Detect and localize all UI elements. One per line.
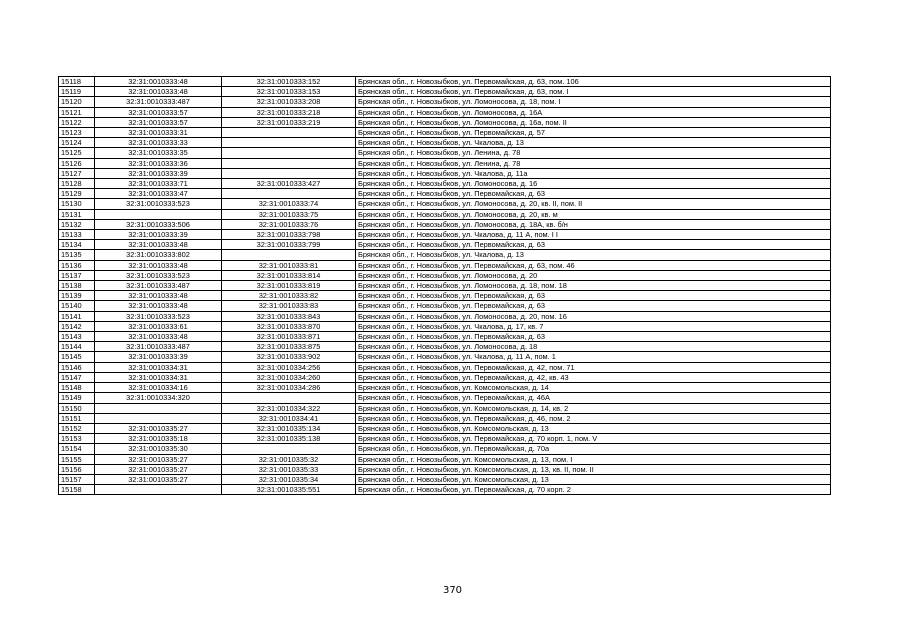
parent-cadastral-number-cell: 32:31:0010333:61 (95, 321, 222, 331)
table-row (59, 281, 831, 291)
table-row (59, 107, 831, 117)
address-cell: Брянская обл., г. Новозыбков, ул. Ломоносова, д. 16а, пом. II (356, 117, 831, 127)
cadastral-number-cell: 32:31:0010333:902 (222, 352, 356, 362)
row-number-cell: 15155 (59, 454, 95, 464)
cadastral-number-cell: 32:31:0010333:799 (222, 240, 356, 250)
address-cell: Брянская обл., г. Новозыбков, ул. Первомайская, д. 57 (356, 128, 831, 138)
parent-cadastral-number-cell: 32:31:0010333:47 (95, 189, 222, 199)
table-row (59, 383, 831, 393)
row-number-cell: 15129 (59, 189, 95, 199)
cadastral-number-cell: 32:31:0010335:33 (222, 464, 356, 474)
cadastral-number-cell: 32:31:0010335:138 (222, 434, 356, 444)
table-row (59, 87, 831, 97)
address-cell: Брянская обл., г. Новозыбков, ул. Первомайская, д. 63 (356, 301, 831, 311)
address-cell: Брянская обл., г. Новозыбков, ул. Чкалова, д. 13 (356, 138, 831, 148)
cadastral-number-cell: 32:31:0010334:260 (222, 372, 356, 382)
address-cell: Брянская обл., г. Новозыбков, ул. Комсомольская, д. 14, кв. 2 (356, 403, 831, 413)
address-cell: Брянская обл., г. Новозыбков, ул. Первомайская, д. 70а (356, 444, 831, 454)
row-number-cell: 15132 (59, 219, 95, 229)
parent-cadastral-number-cell: 32:31:0010333:35 (95, 148, 222, 158)
parent-cadastral-number-cell: 32:31:0010333:48 (95, 301, 222, 311)
row-number-cell: 15135 (59, 250, 95, 260)
address-cell: Брянская обл., г. Новозыбков, ул. Чкалова, д. 13 (356, 250, 831, 260)
row-number-cell: 15157 (59, 474, 95, 484)
row-number-cell: 15147 (59, 372, 95, 382)
cadastral-number-cell: 32:31:0010333:843 (222, 311, 356, 321)
address-cell: Брянская обл., г. Новозыбков, ул. Ломоносова, д. 20, кв. м (356, 209, 831, 219)
parent-cadastral-number-cell: 32:31:0010333:487 (95, 281, 222, 291)
cadastral-number-cell: 32:31:0010333:219 (222, 117, 356, 127)
table-row (59, 270, 831, 280)
address-cell: Брянская обл., г. Новозыбков, ул. Ленина, д. 78 (356, 148, 831, 158)
parent-cadastral-number-cell: 32:31:0010334:31 (95, 362, 222, 372)
cadastral-number-cell: 32:31:0010333:819 (222, 281, 356, 291)
table-row (59, 301, 831, 311)
table-row (59, 117, 831, 127)
property-registry-table (58, 76, 831, 495)
cadastral-number-cell: 32:31:0010334:322 (222, 403, 356, 413)
parent-cadastral-number-cell: 32:31:0010333:39 (95, 168, 222, 178)
row-number-cell: 15139 (59, 291, 95, 301)
table-row (59, 209, 831, 219)
address-cell: Брянская обл., г. Новозыбков, ул. Первомайская, д. 70 корп. 1, пом. V (356, 434, 831, 444)
address-cell: Брянская обл., г. Новозыбков, ул. Комсомольская, д. 13 (356, 423, 831, 433)
address-cell: Брянская обл., г. Новозыбков, ул. Первомайская, д. 63 (356, 291, 831, 301)
table-row (59, 474, 831, 484)
address-cell: Брянская обл., г. Новозыбков, ул. Ломоносова, д. 20, кв. II, пом. II (356, 199, 831, 209)
address-cell: Брянская обл., г. Новозыбков, ул. Чкалова, д. 11 А, пом. I I (356, 230, 831, 240)
address-cell: Брянская обл., г. Новозыбков, ул. Ломоносова, д. 18, пом. 18 (356, 281, 831, 291)
cadastral-number-cell: 32:31:0010333:798 (222, 230, 356, 240)
address-cell: Брянская обл., г. Новозыбков, ул. Ломоносова, д. 18 (356, 342, 831, 352)
row-number-cell: 15152 (59, 423, 95, 433)
row-number-cell: 15131 (59, 209, 95, 219)
cadastral-number-cell: 32:31:0010333:81 (222, 260, 356, 270)
parent-cadastral-number-cell: 32:31:0010333:39 (95, 352, 222, 362)
parent-cadastral-number-cell: 32:31:0010333:31 (95, 128, 222, 138)
cadastral-number-cell (222, 189, 356, 199)
parent-cadastral-number-cell: 32:31:0010333:48 (95, 260, 222, 270)
table-row (59, 464, 831, 474)
table-body (59, 77, 831, 495)
parent-cadastral-number-cell: 32:31:0010333:48 (95, 332, 222, 342)
row-number-cell: 15120 (59, 97, 95, 107)
parent-cadastral-number-cell (95, 403, 222, 413)
address-cell: Брянская обл., г. Новозыбков, ул. Первомайская, д. 63, пом. 106 (356, 77, 831, 87)
row-number-cell: 15130 (59, 199, 95, 209)
row-number-cell: 15156 (59, 464, 95, 474)
address-cell: Брянская обл., г. Новозыбков, ул. Комсомольская, д. 13, пом. I (356, 454, 831, 464)
address-cell: Брянская обл., г. Новозыбков, ул. Ломоносова, д. 16А (356, 107, 831, 117)
row-number-cell: 15136 (59, 260, 95, 270)
row-number-cell: 15151 (59, 413, 95, 423)
cadastral-number-cell: 32:31:0010335:32 (222, 454, 356, 464)
table-row (59, 332, 831, 342)
row-number-cell: 15153 (59, 434, 95, 444)
parent-cadastral-number-cell: 32:31:0010333:506 (95, 219, 222, 229)
address-cell: Брянская обл., г. Новозыбков, ул. Чкалова, д. 11 А, пом. 1 (356, 352, 831, 362)
parent-cadastral-number-cell: 32:31:0010333:523 (95, 270, 222, 280)
row-number-cell: 15154 (59, 444, 95, 454)
page-number: 370 (442, 585, 463, 596)
parent-cadastral-number-cell: 32:31:0010333:487 (95, 97, 222, 107)
table-row (59, 250, 831, 260)
cadastral-number-cell: 32:31:0010333:427 (222, 179, 356, 189)
parent-cadastral-number-cell: 32:31:0010335:27 (95, 474, 222, 484)
parent-cadastral-number-cell: 32:31:0010333:48 (95, 291, 222, 301)
cadastral-number-cell: 32:31:0010333:875 (222, 342, 356, 352)
row-number-cell: 15144 (59, 342, 95, 352)
cadastral-number-cell (222, 158, 356, 168)
parent-cadastral-number-cell: 32:31:0010334:320 (95, 393, 222, 403)
row-number-cell: 15126 (59, 158, 95, 168)
cadastral-number-cell: 32:31:0010333:871 (222, 332, 356, 342)
address-cell: Брянская обл., г. Новозыбков, ул. Первомайская, д. 42, пом. 71 (356, 362, 831, 372)
parent-cadastral-number-cell: 32:31:0010333:36 (95, 158, 222, 168)
parent-cadastral-number-cell: 32:31:0010335:27 (95, 423, 222, 433)
parent-cadastral-number-cell: 32:31:0010334:31 (95, 372, 222, 382)
cadastral-number-cell: 32:31:0010333:152 (222, 77, 356, 87)
address-cell: Брянская обл., г. Новозыбков, ул. Ломоносова, д. 16 (356, 179, 831, 189)
cadastral-number-cell: 32:31:0010335:34 (222, 474, 356, 484)
row-number-cell: 15124 (59, 138, 95, 148)
table-row (59, 393, 831, 403)
cadastral-number-cell (222, 250, 356, 260)
address-cell: Брянская обл., г. Новозыбков, ул. Ломоносова, д. 20 (356, 270, 831, 280)
cadastral-number-cell: 32:31:0010333:814 (222, 270, 356, 280)
parent-cadastral-number-cell: 32:31:0010335:30 (95, 444, 222, 454)
cadastral-number-cell: 32:31:0010333:208 (222, 97, 356, 107)
table-row (59, 189, 831, 199)
cadastral-number-cell: 32:31:0010333:74 (222, 199, 356, 209)
cadastral-number-cell: 32:31:0010333:75 (222, 209, 356, 219)
address-cell: Брянская обл., г. Новозыбков, ул. Комсомольская, д. 14 (356, 383, 831, 393)
address-cell: Брянская обл., г. Новозыбков, ул. Ломоносова, д. 18, пом. I (356, 97, 831, 107)
table-row (59, 230, 831, 240)
row-number-cell: 15128 (59, 179, 95, 189)
parent-cadastral-number-cell (95, 413, 222, 423)
parent-cadastral-number-cell: 32:31:0010335:18 (95, 434, 222, 444)
cadastral-number-cell: 32:31:0010333:218 (222, 107, 356, 117)
table-row (59, 199, 831, 209)
table-row (59, 128, 831, 138)
parent-cadastral-number-cell: 32:31:0010334:16 (95, 383, 222, 393)
parent-cadastral-number-cell: 32:31:0010333:487 (95, 342, 222, 352)
parent-cadastral-number-cell: 32:31:0010333:523 (95, 199, 222, 209)
cadastral-number-cell (222, 444, 356, 454)
cadastral-number-cell (222, 128, 356, 138)
table-row (59, 291, 831, 301)
row-number-cell: 15121 (59, 107, 95, 117)
cadastral-number-cell: 32:31:0010334:41 (222, 413, 356, 423)
row-number-cell: 15125 (59, 148, 95, 158)
address-cell: Брянская обл., г. Новозыбков, ул. Первомайская, д. 46, пом. 2 (356, 413, 831, 423)
row-number-cell: 15142 (59, 321, 95, 331)
table-row (59, 321, 831, 331)
cadastral-number-cell: 32:31:0010333:82 (222, 291, 356, 301)
row-number-cell: 15138 (59, 281, 95, 291)
address-cell: Брянская обл., г. Новозыбков, ул. Первомайская, д. 63 (356, 240, 831, 250)
table-row (59, 240, 831, 250)
row-number-cell: 15123 (59, 128, 95, 138)
parent-cadastral-number-cell: 32:31:0010333:39 (95, 230, 222, 240)
parent-cadastral-number-cell: 32:31:0010335:27 (95, 454, 222, 464)
row-number-cell: 15158 (59, 485, 95, 495)
address-cell: Брянская обл., г. Новозыбков, ул. Ломоносова, д. 20, пом. 16 (356, 311, 831, 321)
row-number-cell: 15141 (59, 311, 95, 321)
table-row (59, 179, 831, 189)
parent-cadastral-number-cell: 32:31:0010333:48 (95, 87, 222, 97)
address-cell: Брянская обл., г. Новозыбков, ул. Первомайская, д. 63 (356, 189, 831, 199)
cadastral-number-cell: 32:31:0010333:83 (222, 301, 356, 311)
table-row (59, 342, 831, 352)
parent-cadastral-number-cell: 32:31:0010333:48 (95, 77, 222, 87)
address-cell: Брянская обл., г. Новозыбков, ул. Чкалова, д. 11а (356, 168, 831, 178)
table-row (59, 168, 831, 178)
table-row (59, 138, 831, 148)
row-number-cell: 15118 (59, 77, 95, 87)
table-row (59, 158, 831, 168)
row-number-cell: 15149 (59, 393, 95, 403)
table-row (59, 403, 831, 413)
row-number-cell: 15119 (59, 87, 95, 97)
table-row (59, 434, 831, 444)
parent-cadastral-number-cell: 32:31:0010335:27 (95, 464, 222, 474)
cadastral-number-cell: 32:31:0010334:286 (222, 383, 356, 393)
table-row (59, 219, 831, 229)
row-number-cell: 15134 (59, 240, 95, 250)
parent-cadastral-number-cell: 32:31:0010333:71 (95, 179, 222, 189)
row-number-cell: 15150 (59, 403, 95, 413)
address-cell: Брянская обл., г. Новозыбков, ул. Чкалова, д. 17, кв. 7 (356, 321, 831, 331)
address-cell: Брянская обл., г. Новозыбков, ул. Первомайская, д. 42, кв. 43 (356, 372, 831, 382)
cadastral-number-cell (222, 138, 356, 148)
row-number-cell: 15122 (59, 117, 95, 127)
address-cell: Брянская обл., г. Новозыбков, ул. Первомайская, д. 70 корп. 2 (356, 485, 831, 495)
table-row (59, 77, 831, 87)
cadastral-number-cell (222, 393, 356, 403)
row-number-cell: 15143 (59, 332, 95, 342)
row-number-cell: 15137 (59, 270, 95, 280)
row-number-cell: 15127 (59, 168, 95, 178)
table-row (59, 352, 831, 362)
table-row (59, 148, 831, 158)
table-row (59, 444, 831, 454)
row-number-cell: 15133 (59, 230, 95, 240)
parent-cadastral-number-cell (95, 209, 222, 219)
row-number-cell: 15140 (59, 301, 95, 311)
parent-cadastral-number-cell: 32:31:0010333:57 (95, 117, 222, 127)
table-row (59, 260, 831, 270)
parent-cadastral-number-cell: 32:31:0010333:802 (95, 250, 222, 260)
cadastral-number-cell: 32:31:0010333:870 (222, 321, 356, 331)
table-row (59, 311, 831, 321)
table-row (59, 97, 831, 107)
address-cell: Брянская обл., г. Новозыбков, ул. Первомайская, д. 63, пом. 46 (356, 260, 831, 270)
row-number-cell: 15145 (59, 352, 95, 362)
address-cell: Брянская обл., г. Новозыбков, ул. Первомайская, д. 46А (356, 393, 831, 403)
parent-cadastral-number-cell: 32:31:0010333:57 (95, 107, 222, 117)
parent-cadastral-number-cell: 32:31:0010333:48 (95, 240, 222, 250)
table-row (59, 372, 831, 382)
address-cell: Брянская обл., г. Новозыбков, ул. Комсомольская, д. 13 (356, 474, 831, 484)
table-row (59, 362, 831, 372)
parent-cadastral-number-cell (95, 485, 222, 495)
cadastral-number-cell: 32:31:0010335:551 (222, 485, 356, 495)
address-cell: Брянская обл., г. Новозыбков, ул. Первомайская, д. 63, пом. I (356, 87, 831, 97)
table-row (59, 413, 831, 423)
address-cell: Брянская обл., г. Новозыбков, ул. Ломоносова, д. 18А, кв. б/н (356, 219, 831, 229)
cadastral-number-cell: 32:31:0010335:134 (222, 423, 356, 433)
row-number-cell: 15146 (59, 362, 95, 372)
cadastral-number-cell (222, 148, 356, 158)
table-row (59, 423, 831, 433)
parent-cadastral-number-cell: 32:31:0010333:523 (95, 311, 222, 321)
cadastral-number-cell (222, 168, 356, 178)
cadastral-number-cell: 32:31:0010334:256 (222, 362, 356, 372)
row-number-cell: 15148 (59, 383, 95, 393)
address-cell: Брянская обл., г. Новозыбков, ул. Ленина, д. 78 (356, 158, 831, 168)
table-row (59, 485, 831, 495)
address-cell: Брянская обл., г. Новозыбков, ул. Комсомольская, д. 13, кв. II, пом. II (356, 464, 831, 474)
cadastral-number-cell: 32:31:0010333:76 (222, 219, 356, 229)
address-cell: Брянская обл., г. Новозыбков, ул. Первомайская, д. 63 (356, 332, 831, 342)
table-row (59, 454, 831, 464)
parent-cadastral-number-cell: 32:31:0010333:33 (95, 138, 222, 148)
cadastral-number-cell: 32:31:0010333:153 (222, 87, 356, 97)
